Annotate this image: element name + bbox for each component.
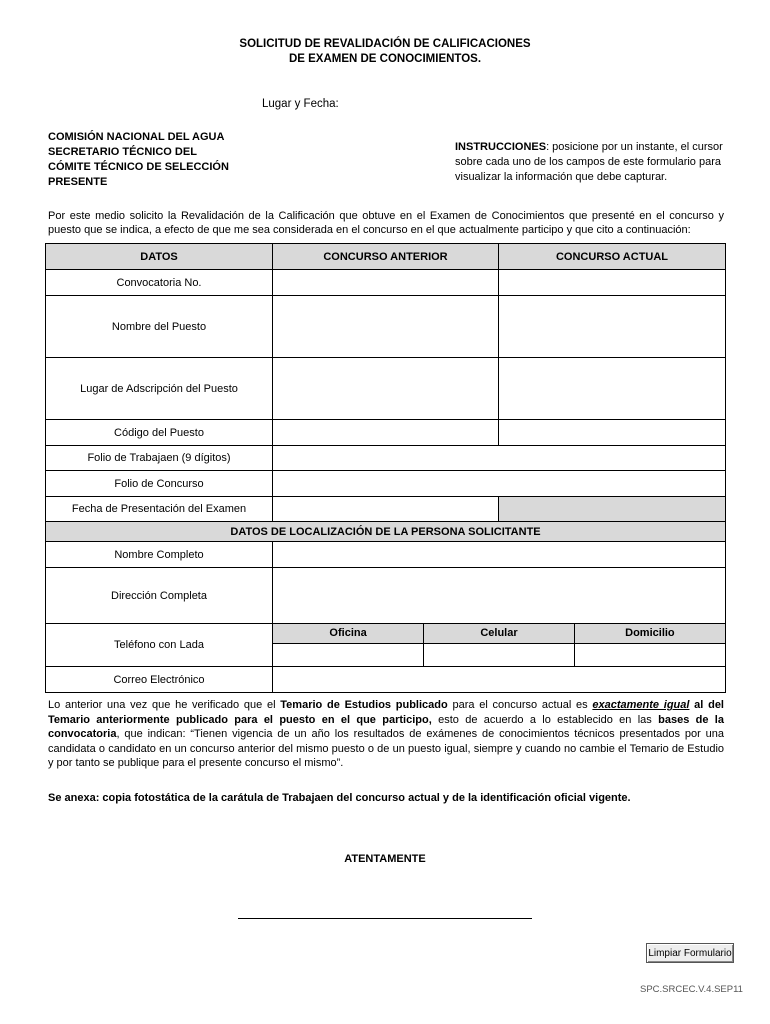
lugar-fecha-label: Lugar y Fecha:	[262, 98, 339, 110]
row-label-direccion: Dirección Completa	[46, 568, 273, 624]
telefono-oficina-field[interactable]	[273, 643, 424, 666]
form-title	[0, 37, 770, 67]
fecha-examen-anterior-field[interactable]	[273, 497, 499, 522]
table-row	[46, 568, 726, 624]
phone-header-celular: Celular	[424, 624, 575, 643]
declaration-text-2: para el concurso actual es	[447, 699, 593, 711]
codigo-puesto-actual-field[interactable]	[499, 420, 726, 446]
table-row	[46, 296, 726, 358]
header-concurso-anterior: CONCURSO ANTERIOR	[273, 244, 499, 270]
instructions-label: INSTRUCCIONES	[455, 141, 547, 153]
telefono-celular-field[interactable]	[424, 643, 575, 666]
fecha-examen-actual-disabled	[499, 497, 726, 522]
row-label-convocatoria: Convocatoria No.	[46, 270, 273, 296]
convocatoria-actual-field[interactable]	[499, 270, 726, 296]
telefono-cell	[273, 624, 726, 667]
folio-trabajaen-field[interactable]	[273, 446, 726, 471]
convocatoria-anterior-field[interactable]	[273, 270, 499, 296]
table-row	[46, 471, 726, 497]
signature-line	[238, 918, 532, 919]
table-row	[46, 624, 726, 667]
addressee-line1: COMISIÓN NACIONAL DEL AGUA	[48, 131, 225, 143]
declaration-text-3: esto de acuerdo a lo establecido en las	[431, 713, 659, 726]
limpiar-formulario-button[interactable]: Limpiar Formulario	[646, 943, 734, 963]
table-row	[46, 420, 726, 446]
nombre-completo-field[interactable]	[273, 542, 726, 568]
declaration-bold-1: Temario de Estudios publicado	[280, 699, 448, 711]
anexa-note: Se anexa: copia fotostática de la carátula de Trabajaen del concurso actual y de la identificación oficial vigente.	[48, 792, 631, 804]
table-row	[46, 667, 726, 693]
codigo-puesto-anterior-field[interactable]	[273, 420, 499, 446]
header-concurso-actual: CONCURSO ACTUAL	[499, 244, 726, 270]
localizacion-header-row	[46, 522, 726, 542]
telefono-domicilio-field[interactable]	[574, 643, 725, 666]
form-title-line1: SOLICITUD DE REVALIDACIÓN DE CALIFICACIONES	[239, 38, 531, 50]
row-label-folio-trabajaen: Folio de Trabajaen (9 dígitos)	[46, 446, 273, 471]
declaration-text-1: Lo anterior una vez que he verificado que el	[48, 699, 281, 711]
atentamente-label: ATENTAMENTE	[344, 853, 426, 865]
row-label-correo: Correo Electrónico	[46, 667, 273, 693]
phone-header-domicilio: Domicilio	[574, 624, 725, 643]
direccion-field[interactable]	[273, 568, 726, 624]
addressee-line3: CÓMITE TÉCNICO DE SELECCIÓN	[48, 161, 229, 173]
form-title-line2: DE EXAMEN DE CONOCIMIENTOS.	[288, 53, 482, 65]
table-row	[46, 497, 726, 522]
addressee-line2: SECRETARIO TÉCNICO DEL	[48, 146, 197, 158]
datos-table	[45, 243, 726, 693]
lugar-adscripcion-actual-field[interactable]	[499, 358, 726, 420]
declaration-text-4: , que indican: “Tienen vigencia de un año los resultados de exámenes de conocimientos técnicos presentados por una candidata o candidato en un concurso anterior del mismo puesto o de un puesto igual, siempre y cuando no cambie el Temario de Estudio y por tanto se publique para el presente concurso el mismo”.	[48, 728, 724, 769]
table-row	[46, 542, 726, 568]
addressee-line4: PRESENTE	[48, 176, 108, 188]
addressee-block	[48, 130, 229, 190]
row-label-folio-concurso: Folio de Concurso	[46, 471, 273, 497]
nombre-puesto-anterior-field[interactable]	[273, 296, 499, 358]
table-header-row	[46, 244, 726, 270]
declaration-bold-3: bases de la convocatoria	[48, 713, 724, 740]
phone-header-oficina: Oficina	[273, 624, 424, 643]
declaration-paragraph	[48, 698, 724, 771]
correo-field[interactable]	[273, 667, 726, 693]
row-label-lugar-adscripcion: Lugar de Adscripción del Puesto	[46, 358, 273, 420]
nombre-puesto-actual-field[interactable]	[499, 296, 726, 358]
table-row	[46, 270, 726, 296]
form-code: SPC.SRCEC.V.4.SEP11	[640, 984, 743, 995]
intro-paragraph: Por este medio solicito la Revalidación de la Calificación que obtuve en el Examen de Conocimientos que presenté en el concurso y puesto que se indica, a efecto de que me sea considerada en el concurso en el que actualmente participo y que cito a continuación:	[48, 210, 724, 236]
folio-concurso-field[interactable]	[273, 471, 726, 497]
row-label-telefono: Teléfono con Lada	[46, 624, 273, 667]
row-label-nombre-completo: Nombre Completo	[46, 542, 273, 568]
instructions-text: : posicione por un instante, el cursor sobre cada uno de los campos de este formulario para visualizar la información que debe capturar.	[455, 141, 723, 183]
row-label-fecha-examen: Fecha de Presentación del Examen	[46, 497, 273, 522]
table-row	[46, 358, 726, 420]
declaration-bold-2: al del Temario anteriormente publicado para el puesto en el que participo,	[48, 699, 724, 726]
header-datos: DATOS	[46, 244, 273, 270]
instructions-block	[455, 140, 745, 185]
declaration-emphasis: exactamente igual	[592, 699, 690, 711]
telefono-subtable	[273, 624, 725, 666]
localizacion-header: DATOS DE LOCALIZACIÓN DE LA PERSONA SOLICITANTE	[46, 522, 726, 542]
row-label-codigo-puesto: Código del Puesto	[46, 420, 273, 446]
row-label-nombre-puesto: Nombre del Puesto	[46, 296, 273, 358]
table-row	[46, 446, 726, 471]
lugar-adscripcion-anterior-field[interactable]	[273, 358, 499, 420]
